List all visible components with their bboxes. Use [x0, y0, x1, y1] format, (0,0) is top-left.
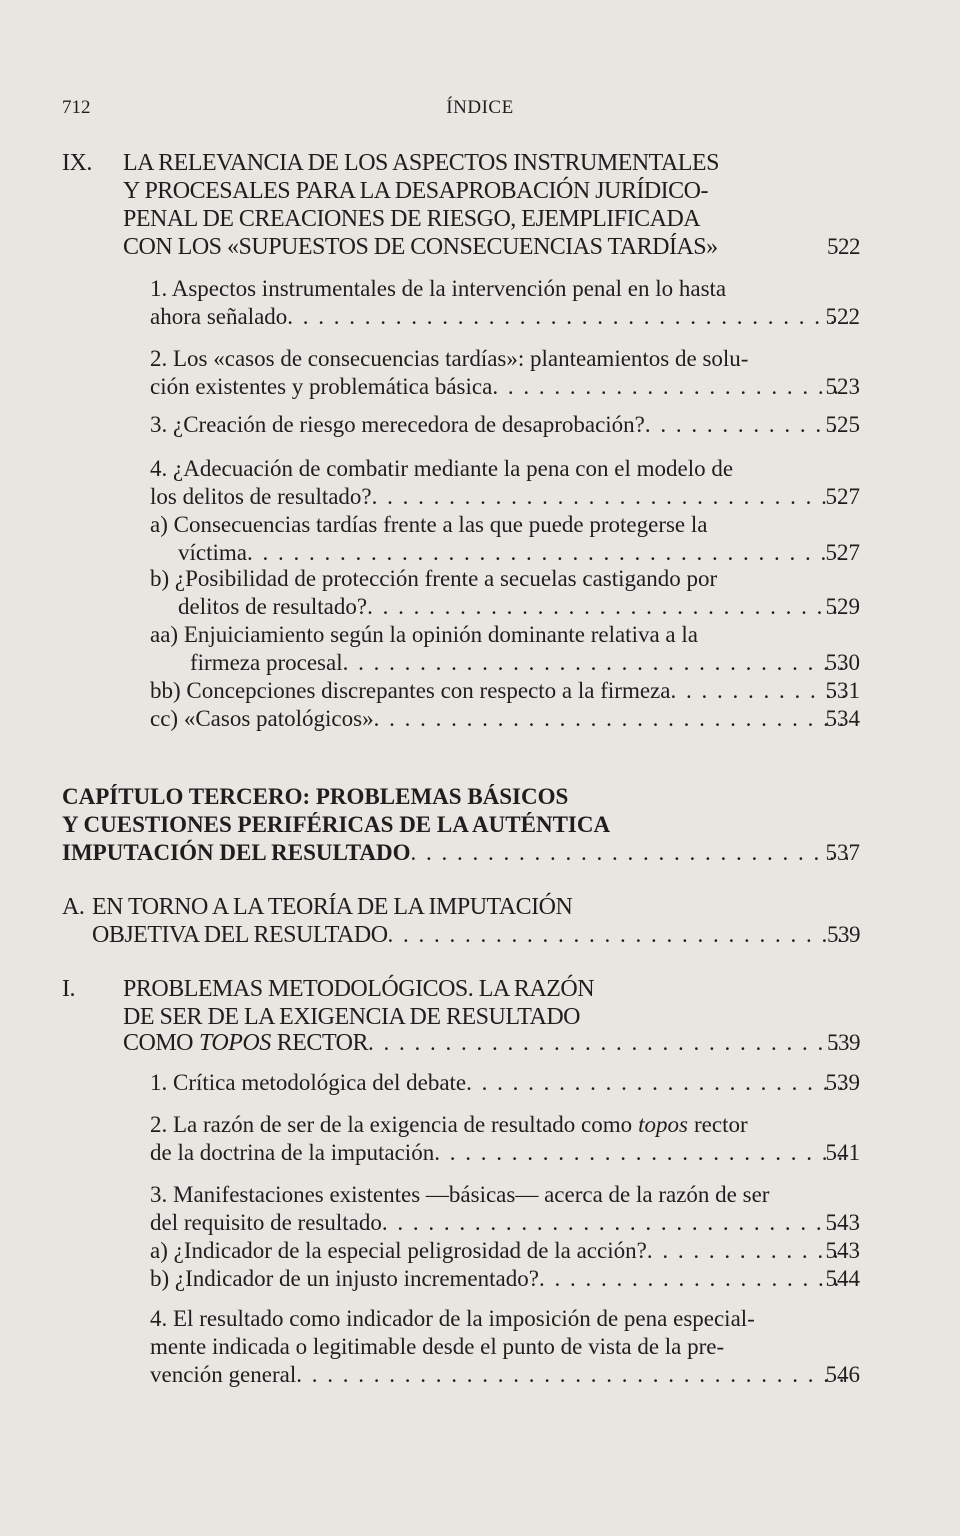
entry-text: víctima [178, 540, 247, 565]
toc-entry-ix-line [0, 232, 960, 262]
dot-leader [388, 920, 848, 950]
toc-entry-i[interactable] [0, 974, 960, 1004]
entry-number: IX. [62, 150, 92, 176]
page-ref: 539 [825, 1070, 860, 1095]
dot-leader [343, 648, 848, 678]
page-ref: 527 [825, 484, 860, 509]
dot-leader [374, 704, 848, 734]
toc-entry-a[interactable] [0, 892, 960, 922]
page-ref: 544 [825, 1266, 860, 1291]
toc-entry-a-line [0, 920, 960, 950]
entry-text-italic: topos [638, 1112, 688, 1137]
entry-text: vención general [150, 1362, 297, 1387]
toc-entry-i-2[interactable] [0, 1110, 960, 1140]
toc-entry-1-line [0, 302, 960, 332]
entry-number: I. [62, 976, 75, 1002]
entry-text: rector [694, 1112, 748, 1137]
page-ref: 534 [825, 706, 860, 731]
entry-text: PROBLEMAS METODOLÓGICOS. LA RAZÓN [123, 976, 595, 1002]
page-number: 712 [62, 97, 91, 118]
toc-entry-i-4[interactable] [0, 1304, 960, 1334]
toc-entry-i-4-line [0, 1332, 960, 1362]
entry-text: LA RELEVANCIA DE LOS ASPECTOS INSTRUMENTALES [123, 150, 719, 176]
entry-text: mente indicada o legitimable desde el punto de vista de la pre- [150, 1334, 725, 1359]
toc-entry-1[interactable] [0, 274, 960, 304]
toc-entry-i-3a[interactable] [0, 1236, 960, 1266]
dot-leader [287, 302, 848, 332]
entry-text: 4. El resultado como indicador de la imposición de pena especial- [150, 1306, 755, 1331]
entry-text: delitos de resultado? [178, 594, 368, 619]
page-ref: 529 [825, 594, 860, 619]
entry-text: cc) «Casos patológicos» [150, 706, 374, 731]
chapter-heading[interactable] [0, 782, 960, 812]
toc-entry-4-line [0, 482, 960, 512]
running-title: ÍNDICE [446, 97, 514, 118]
toc-entry-4b-bb[interactable] [0, 676, 960, 706]
toc-entry-4b-cc[interactable] [0, 704, 960, 734]
page-ref: 541 [825, 1140, 860, 1165]
toc-entry-4b-aa-line [0, 648, 960, 678]
toc-entry-i-2-line [0, 1138, 960, 1168]
entry-text: 1. Crítica metodológica del debate [150, 1070, 467, 1095]
dot-leader [367, 592, 848, 622]
toc-entry-4a[interactable] [0, 510, 960, 540]
entry-text: RECTOR [276, 1030, 369, 1056]
toc-entry-i-3-line [0, 1208, 960, 1238]
dot-leader [382, 1208, 848, 1238]
page-ref: 546 [825, 1362, 860, 1387]
chapter-title: IMPUTACIÓN DEL RESULTADO [62, 840, 411, 865]
toc-entry-2[interactable] [0, 344, 960, 374]
entry-text: de la doctrina de la imputación [150, 1140, 435, 1165]
dot-leader [410, 838, 848, 868]
toc-entry-ix-line [0, 204, 960, 234]
toc-entry-i-1[interactable] [0, 1068, 960, 1098]
entry-text: 2. La razón de ser de la exigencia de resultado como [150, 1112, 633, 1137]
dot-leader [368, 1028, 848, 1058]
toc-entry-ix[interactable] [0, 148, 960, 178]
toc-entry-i-3[interactable] [0, 1180, 960, 1210]
dot-leader [492, 372, 848, 402]
entry-text: CON LOS «SUPUESTOS DE CONSECUENCIAS TARDÍAS» [123, 234, 718, 260]
toc-entry-4b-line [0, 592, 960, 622]
entry-text: 4. ¿Adecuación de combatir mediante la pena con el modelo de [150, 456, 734, 481]
page-ref: 525 [825, 412, 860, 437]
page-ref: 539 [827, 922, 860, 947]
entry-text: Y PROCESALES PARA LA DESAPROBACIÓN JURÍDICO- [123, 178, 708, 204]
chapter-heading-line [0, 838, 960, 868]
entry-text: b) ¿Posibilidad de protección frente a secuelas castigando por [150, 566, 718, 591]
toc-entry-4b[interactable] [0, 564, 960, 594]
dot-leader [296, 1360, 848, 1390]
entry-text: 2. Los «casos de consecuencias tardías»: planteamientos de solu- [150, 346, 749, 371]
toc-entry-i-4-line [0, 1360, 960, 1390]
entry-text: los delitos de resultado? [150, 484, 372, 509]
toc-entry-i-line [0, 1028, 960, 1058]
entry-text: del requisito de resultado [150, 1210, 382, 1235]
entry-number: A. [62, 894, 85, 920]
page-ref: 543 [825, 1210, 860, 1235]
entry-text: ahora señalado [150, 304, 288, 329]
dot-leader [372, 482, 848, 512]
toc-entry-i-3b[interactable] [0, 1264, 960, 1294]
entry-text: a) Consecuencias tardías frente a las que puede protegerse la [150, 512, 708, 537]
entry-text: OBJETIVA DEL RESULTADO [92, 922, 388, 948]
toc-entry-3[interactable] [0, 410, 960, 440]
entry-text: b) ¿Indicador de un injusto incrementado? [150, 1266, 539, 1291]
page-ref: 522 [825, 304, 860, 329]
entry-text: PENAL DE CREACIONES DE RIESGO, EJEMPLIFICADA [123, 206, 701, 232]
dot-leader [466, 1068, 848, 1098]
entry-text: 1. Aspectos instrumentales de la intervención penal en lo hasta [150, 276, 727, 301]
toc-entry-2-line [0, 372, 960, 402]
toc-entry-4[interactable] [0, 454, 960, 484]
entry-text: aa) Enjuiciamiento según la opinión dominante relativa a la [150, 622, 698, 647]
entry-text: COMO [123, 1030, 194, 1056]
chapter-heading-line [0, 810, 960, 840]
entry-text: DE SER DE LA EXIGENCIA DE RESULTADO [123, 1004, 581, 1030]
entry-text: 3. Manifestaciones existentes —básicas— acerca de la razón de ser [150, 1182, 770, 1207]
page-ref: 530 [825, 650, 860, 675]
chapter-title: Y CUESTIONES PERIFÉRICAS DE LA AUTÉNTICA [62, 812, 611, 837]
entry-text: 3. ¿Creación de riesgo merecedora de desaprobación? [150, 412, 645, 437]
dot-leader [434, 1138, 848, 1168]
page-ref: 543 [825, 1238, 860, 1263]
page-ref: 531 [825, 678, 860, 703]
toc-entry-4b-aa[interactable] [0, 620, 960, 650]
toc-entry-ix-line [0, 176, 960, 206]
entry-text: a) ¿Indicador de la especial peligrosidad de la acción? [150, 1238, 647, 1263]
entry-text-italic: TOPOS [199, 1030, 271, 1056]
page-ref: 537 [825, 840, 860, 865]
entry-text: EN TORNO A LA TEORÍA DE LA IMPUTACIÓN [92, 894, 573, 920]
page-ref: 522 [827, 234, 860, 259]
entry-text: ción existentes y problemática básica [150, 374, 493, 399]
page-ref: 527 [825, 540, 860, 565]
entry-text: firmeza procesal [190, 650, 343, 675]
page-ref: 523 [825, 374, 860, 399]
entry-text: bb) Concepciones discrepantes con respecto a la firmeza [150, 678, 671, 703]
page-ref: 539 [827, 1030, 860, 1055]
chapter-title: CAPÍTULO TERCERO: PROBLEMAS BÁSICOS [62, 784, 569, 809]
